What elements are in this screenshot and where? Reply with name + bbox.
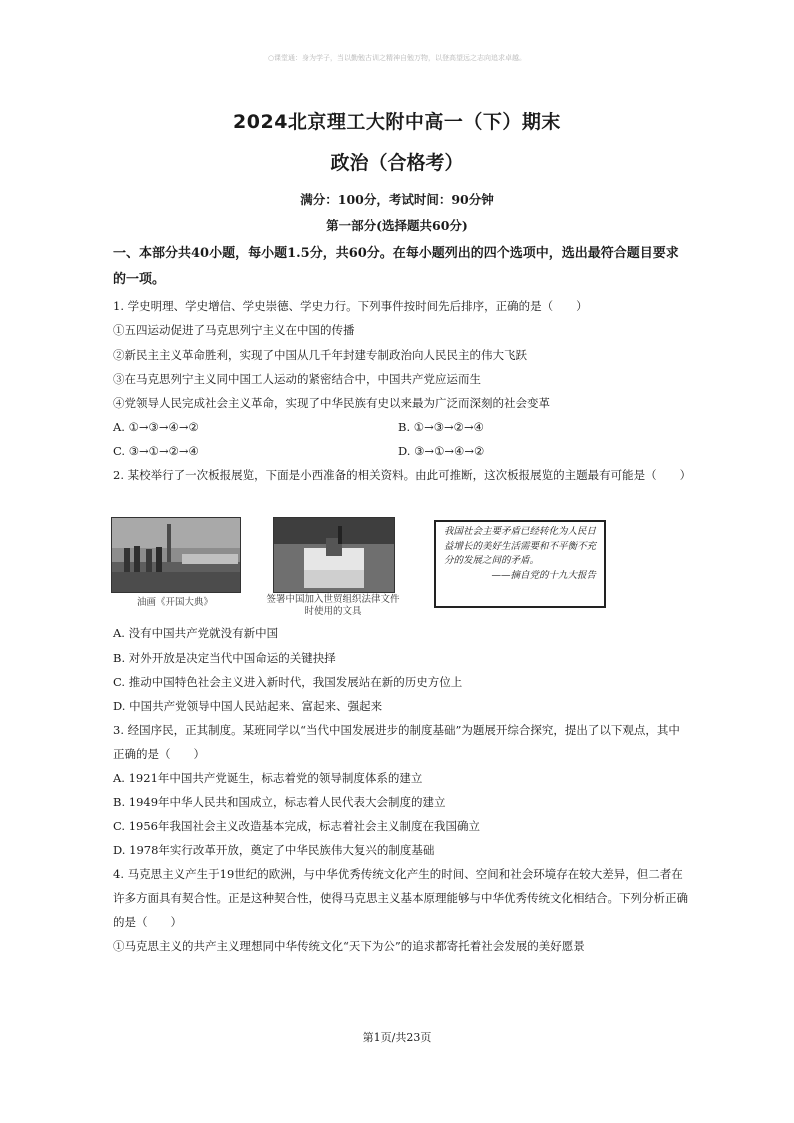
q3-stem: 3. 经国序民，正其制度。某班同学以“当代中国发展进步的制度基础”为题展开综合探究，提出了以下观点，其中正确的是（ ）	[113, 723, 680, 761]
q2-option-b: B. 对外开放是决定当代中国命运的关键抉择	[113, 651, 336, 665]
q1-option-d: D. ③→①→④→②	[398, 444, 485, 458]
painting-founding-ceremony-image	[111, 517, 241, 593]
caption-stationery: 签署中国加入世贸组织法律文件时使用的文具	[266, 594, 400, 617]
q4-stem: 4. 马克思主义产生于19世纪的欧洲，与中华优秀传统文化产生的时间、空间和社会环境存在较大差异，但二者在许多方面具有契合性。正是这种契合性，使得马克思主义基本原理能够与中华优秀传统文化相结合。下列分析正确的是（ ）	[113, 867, 688, 929]
q2-option-d: D. 中国共产党领导中国人民站起来、富起来、强起来	[113, 699, 383, 713]
quote-box	[434, 520, 606, 608]
page-number: 第1页/共23页	[362, 1031, 432, 1044]
caption-painting: 油画《开国大典》	[136, 597, 213, 608]
score-line: 满分：100分，考试时间：90分钟	[300, 192, 494, 207]
section-instructions: 一、本部分共40小题，每小题1.5分，共60分。在每小题列出的四个选项中，选出最符合题目要求的一项。	[113, 246, 679, 287]
q1-option-b: B. ①→③→②→④	[398, 420, 484, 434]
q1-option-a: A. ①→③→④→②	[113, 420, 199, 434]
watermark-text: ○课堂通：身为学子，当以勤勉古训之精神自勉万物，以登高望远之志向追求卓越。	[267, 54, 527, 62]
q4-item-1: ①马克思主义的共产主义理想同中华传统文化“天下为公”的追求都寄托着社会发展的美好愿景	[113, 939, 585, 953]
q1-item-2: ②新民主主义革命胜利，实现了中国从几千年封建专制政治向人民民主的伟大飞跃	[113, 348, 527, 362]
q2-stem: 2. 某校举行了一次板报展览，下面是小西准备的相关资料。由此可推断，这次板报展览的主题最有可能是（ ）	[113, 468, 692, 482]
q1-item-4: ④党领导人民完成社会主义革命，实现了中华民族有史以来最为广泛而深刻的社会变革	[113, 396, 550, 410]
q1-stem: 1. 学史明理、学史增信、学史崇德、学史力行。下列事件按时间先后排序，正确的是（ ）	[113, 299, 588, 313]
quote-text: 我国社会主要矛盾已经转化为人民日益增长的美好生活需要和不平衡不充分的发展之间的矛盾。	[444, 526, 597, 566]
q3-option-d: D. 1978年实行改革开放，奠定了中华民族伟大复兴的制度基础	[113, 843, 435, 857]
part-heading: 第一部分(选择题共60分)	[326, 218, 468, 233]
q3-option-c: C. 1956年我国社会主义改造基本完成，标志着社会主义制度在我国确立	[113, 819, 480, 833]
quote-source: ——摘自党的十九大报告	[491, 569, 596, 581]
q2-option-c: C. 推动中国特色社会主义进入新时代，我国发展站在新的历史方位上	[113, 675, 463, 689]
exam-subtitle: 政治（合格考）	[330, 152, 464, 174]
q2-option-a: A. 没有中国共产党就没有新中国	[113, 626, 279, 640]
q3-option-b: B. 1949年中华人民共和国成立，标志着人民代表大会制度的建立	[113, 795, 446, 809]
q1-option-c: C. ③→①→②→④	[113, 444, 199, 458]
exam-title: 2024北京理工大附中高一（下）期末	[233, 111, 561, 133]
q3-option-a: A. 1921年中国共产党诞生，标志着党的领导制度体系的建立	[113, 771, 423, 785]
q1-item-3: ③在马克思列宁主义同中国工人运动的紧密结合中，中国共产党应运而生	[113, 372, 481, 386]
wto-signing-stationery-image	[273, 517, 395, 593]
q1-item-1: ①五四运动促进了马克思列宁主义在中国的传播	[113, 323, 355, 337]
